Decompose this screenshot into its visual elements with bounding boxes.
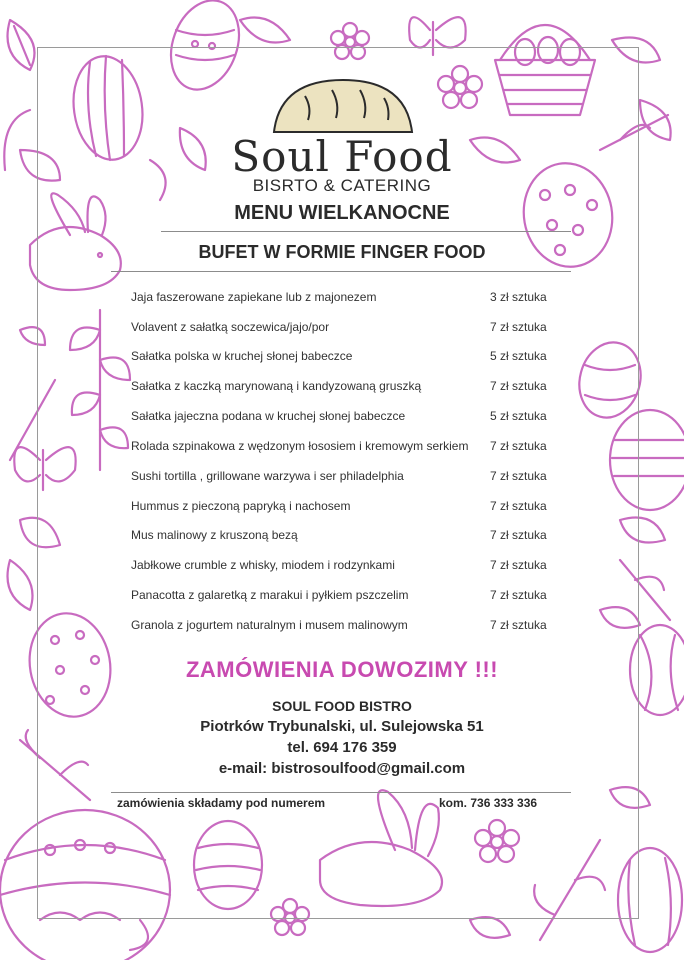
item-name: Panacotta z galaretką z marakui i pyłkiem pszczelim xyxy=(131,588,409,602)
item-price: 7 zł sztuka xyxy=(490,528,547,542)
list-item xyxy=(131,588,561,608)
list-item xyxy=(131,618,561,638)
divider xyxy=(111,792,571,793)
divider xyxy=(161,231,571,232)
contact-name: SOUL FOOD BISTRO xyxy=(272,698,412,714)
list-item xyxy=(131,290,561,310)
item-price: 7 zł sztuka xyxy=(490,618,547,632)
menu-title: MENU WIELKANOCNE xyxy=(234,202,450,224)
item-price: 7 zł sztuka xyxy=(490,588,547,602)
item-price: 7 zł sztuka xyxy=(490,320,547,334)
item-price: 7 zł sztuka xyxy=(490,379,547,393)
contact-email[interactable]: e-mail: bistrosoulfood@gmail.com xyxy=(218,760,466,777)
divider xyxy=(111,271,571,272)
list-item xyxy=(131,528,561,548)
list-item xyxy=(131,558,561,578)
item-name: Mus malinowy z kruszoną bezą xyxy=(131,528,298,542)
list-item xyxy=(131,379,561,399)
contact-phone[interactable]: tel. 694 176 359 xyxy=(287,739,397,756)
footer-phone[interactable]: kom. 736 333 336 xyxy=(439,796,538,810)
item-price: 5 zł sztuka xyxy=(490,409,547,423)
item-price: 7 zł sztuka xyxy=(490,439,547,453)
item-name: Sałatka polska w kruchej słonej babeczce xyxy=(131,349,353,363)
item-name: Jaja faszerowane zapiekane lub z majonezem xyxy=(131,290,377,304)
item-name: Sushi tortilla , grillowane warzywa i ser philadelphia xyxy=(131,469,404,483)
item-name: Volavent z sałatką soczewica/jajo/por xyxy=(131,320,330,334)
brand-subtitle: BISRTO & CATERING xyxy=(252,176,432,195)
item-price: 7 zł sztuka xyxy=(490,469,547,483)
contact-address: Piotrków Trybunalski, ul. Sulejowska 51 xyxy=(200,718,484,735)
bread-logo-icon xyxy=(270,76,416,136)
list-item xyxy=(131,439,561,459)
item-name: Sałatka z kaczką marynowaną i kandyzowaną gruszką xyxy=(131,379,422,393)
item-price: 7 zł sztuka xyxy=(490,499,547,513)
item-price: 3 zł sztuka xyxy=(490,290,547,304)
delivery-heading: ZAMÓWIENIA DOWOZIMY !!! xyxy=(185,657,499,682)
list-item xyxy=(131,349,561,369)
item-name: Sałatka jajeczna podana w kruchej słonej babeczce xyxy=(131,409,406,423)
item-name: Rolada szpinakowa z wędzonym łososiem i kremowym serkiem xyxy=(131,439,469,453)
footer-order-note: zamówienia składamy pod numerem xyxy=(117,796,326,810)
list-item xyxy=(131,469,561,489)
list-item xyxy=(131,499,561,519)
item-price: 5 zł sztuka xyxy=(490,349,547,363)
brand-name: Soul Food xyxy=(231,132,453,181)
item-name: Hummus z pieczoną papryką i nachosem xyxy=(131,499,351,513)
item-name: Granola z jogurtem naturalnym i musem malinowym xyxy=(131,618,408,632)
item-name: Jabłkowe crumble z whisky, miodem i rodzynkami xyxy=(131,558,395,572)
section-title: BUFET W FORMIE FINGER FOOD xyxy=(198,242,486,262)
list-item xyxy=(131,320,561,340)
list-item xyxy=(131,409,561,429)
item-price: 7 zł sztuka xyxy=(490,558,547,572)
